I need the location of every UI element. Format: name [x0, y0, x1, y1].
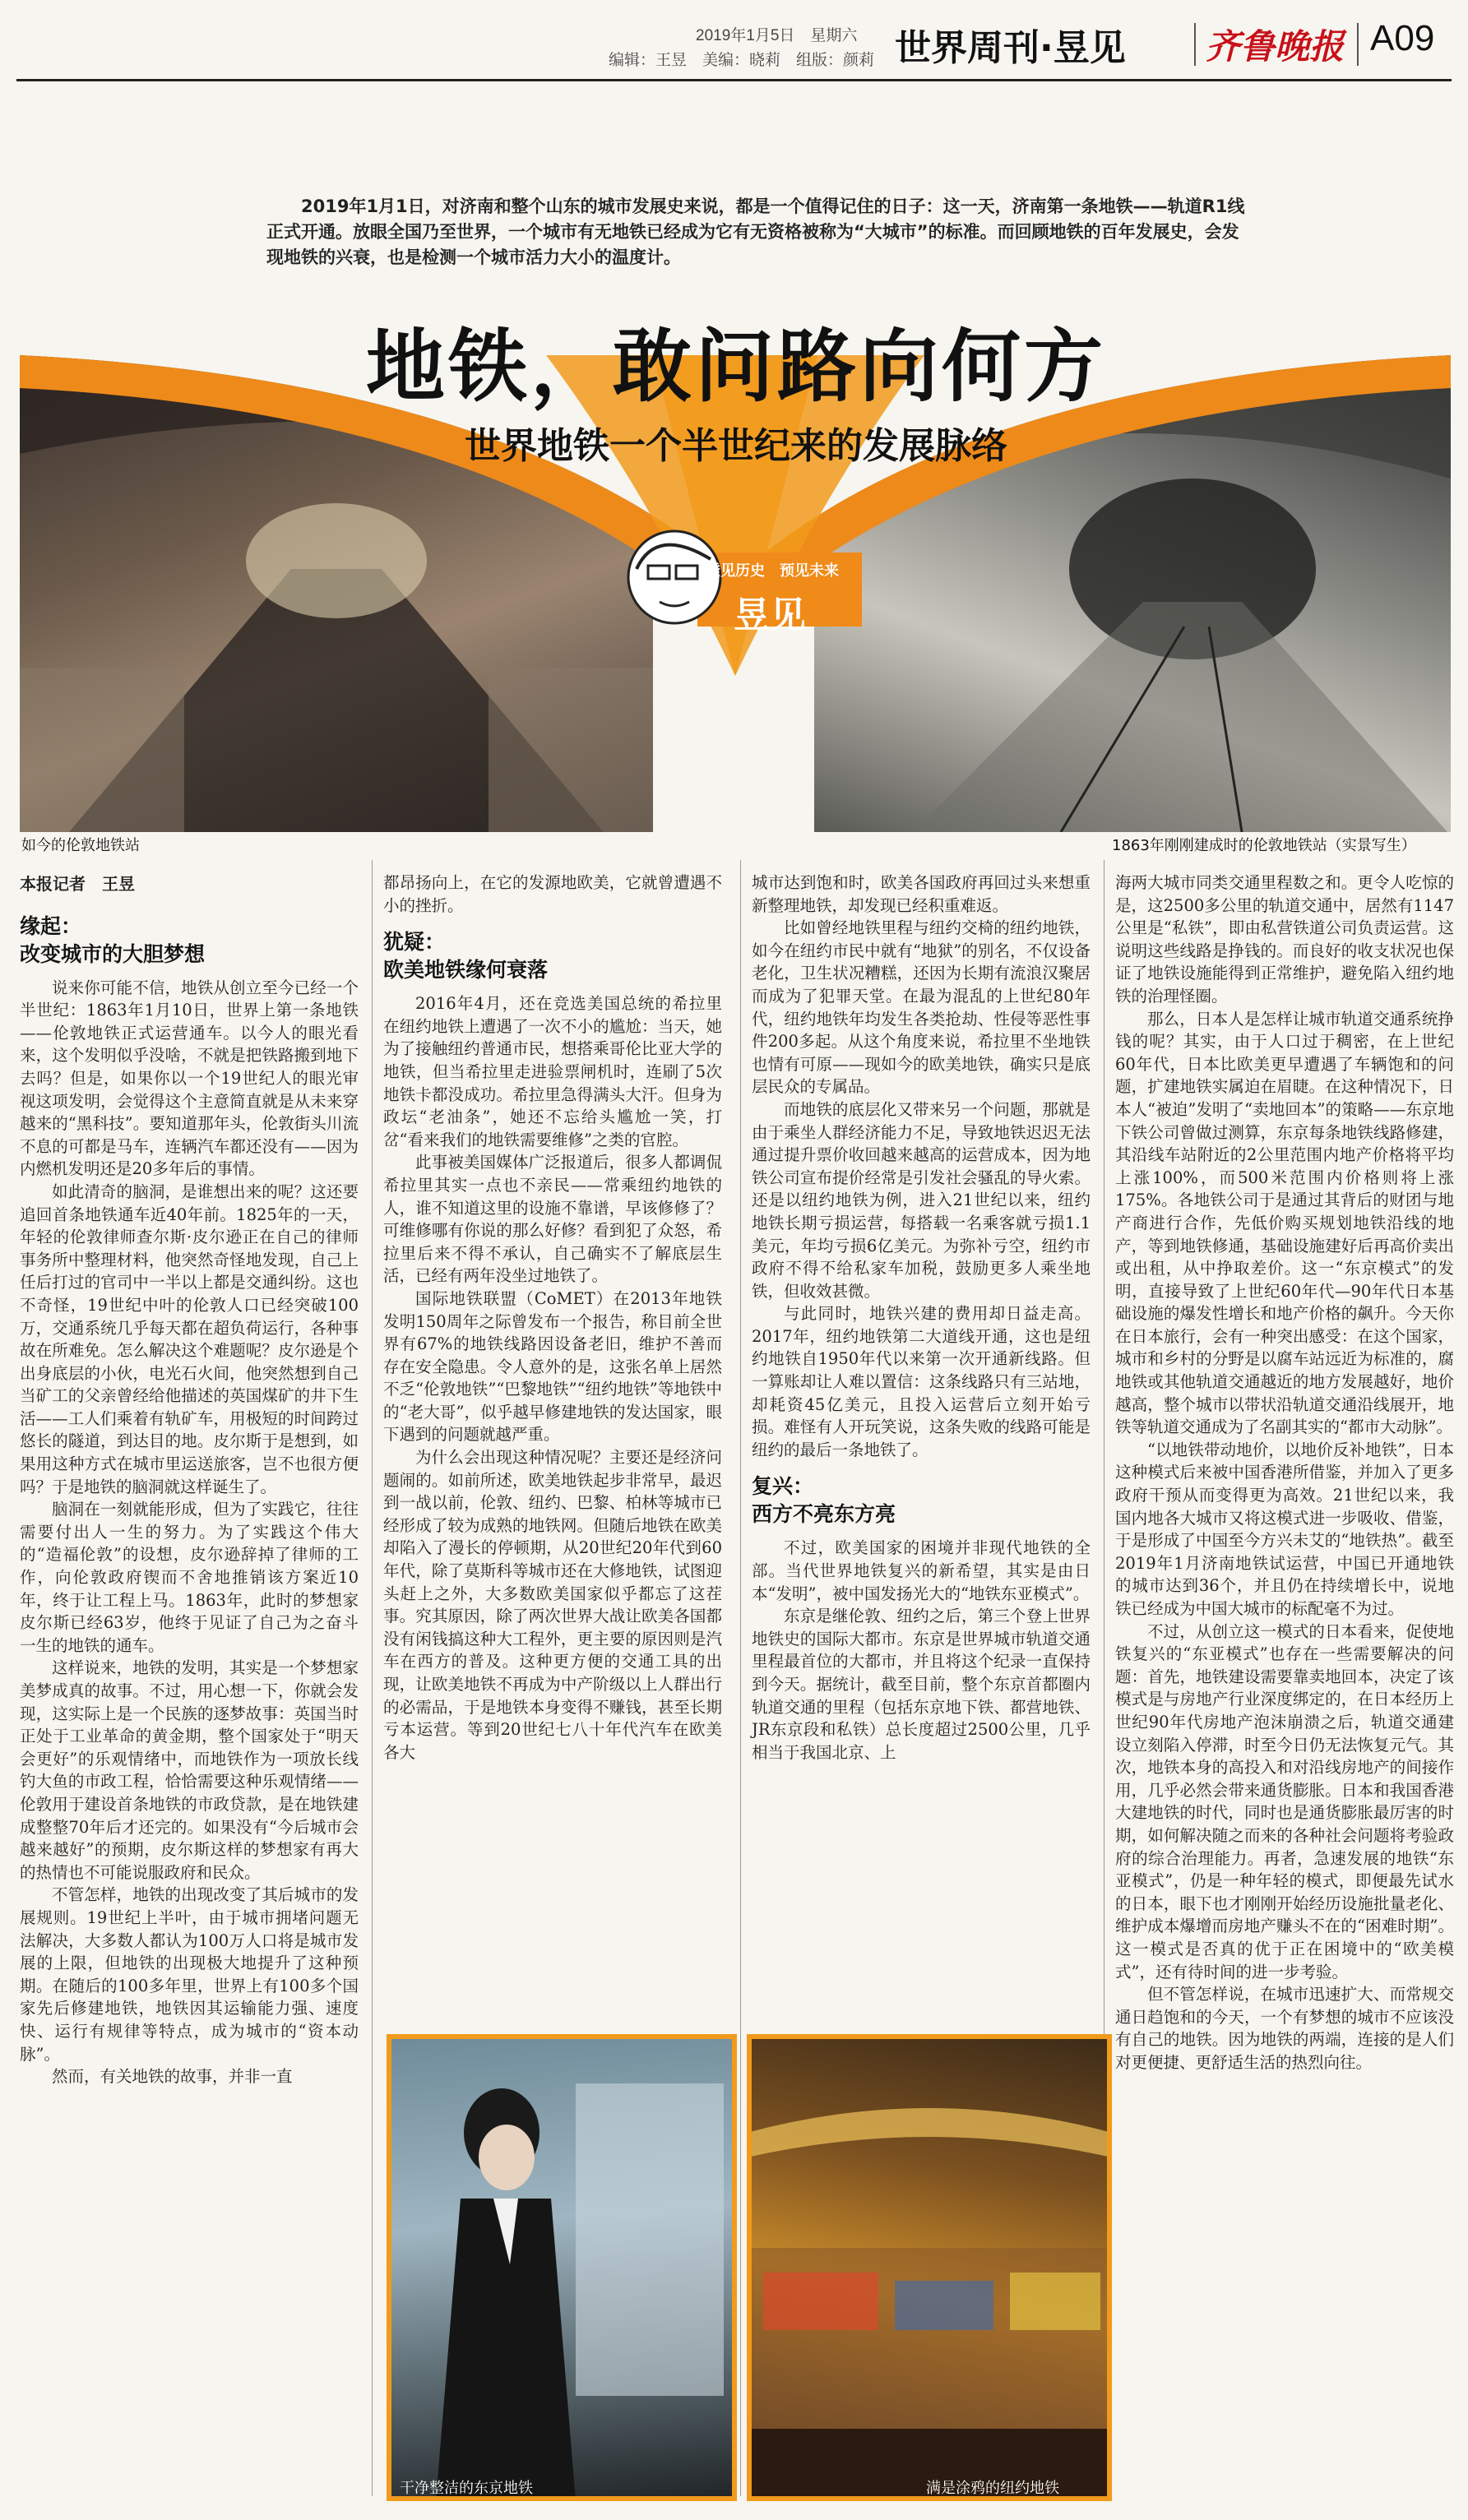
byline: 本报记者 王昱	[20, 874, 135, 894]
section-heading-title: 改变城市的大胆梦想	[20, 941, 206, 966]
paragraph: 不过，欧美国家的困境并非现代地铁的全部。当代世界地铁复兴的新希望，其实是由日本“发明”，被中国发扬光大的“地铁东亚模式”。	[752, 1538, 1091, 1603]
section-heading	[20, 913, 359, 969]
paragraph: 2016年4月，还在竞选美国总统的希拉里在纽约地铁上遭遇了一次不小的尴尬：当天，她为了接触纽约普通市民，想搭乘哥伦比亚大学的地铁，但当希拉里走进验票闸机时，连刷了5次地铁卡都没成功。希拉里急得满头大汗。但身为政坛“老油条”，她还不忘给头尴尬一笑，打岔“看来我们的地铁需要维修”之类的官腔。	[383, 994, 722, 1149]
paragraph: 东京是继伦敦、纽约之后，第三个登上世界地铁史的国际大都市。东京是世界城市轨道交通里程最首位的大都市，并且将这个纪录一直保持到今天。据统计，截至目前，整个东京首都圈内轨道交通的里程（包括东京地下铁、都营地铁、JR东京段和私铁）总长度超过2500公里，几乎相当于我国北京、上	[752, 1607, 1091, 1762]
section-heading-title: 西方不亮东方亮	[752, 1502, 896, 1527]
paragraph: 与此同时，地铁兴建的费用却日益走高。2017年，纽约地铁第二大道线开通，这也是纽约地铁自1950年代以来第一次开通新线路。但一算账却让人难以置信：这条线路只有三站地，却耗资45亿美元，且投入运营后立刻开始亏损。难怪有人开玩笑说，这条失败的线路可能是纽约的最后一条地铁了。	[752, 1304, 1091, 1459]
section-heading-label: 缘起：	[20, 913, 82, 938]
article-column-2	[383, 872, 722, 1764]
issue-date: 2019年1月5日 星期六	[696, 27, 858, 44]
photo-caption: 满是涂鸦的纽约地铁	[926, 2480, 1059, 2497]
paragraph: 海两大城市同类交通里程数之和。更令人吃惊的是，这2500多公里的轨道交通中，居然有1147公里是“私铁”，即由私营铁道公司负责运营。这说明这些线路是挣钱的。而良好的收支状况也保证了地铁设施能得到正常维护，避免陷入纽约地铁的治理怪圈。	[1115, 873, 1454, 1006]
masthead-divider	[1194, 23, 1196, 66]
section-heading-label: 复兴：	[752, 1474, 814, 1499]
article-column-4	[1115, 872, 1454, 2074]
paragraph: 此事被美国媒体广泛报道后，很多人都调侃希拉里其实一点也不亲民——常乘纽约地铁的人，谁不知道这里的设施不靠谱，早该修修了？可维修哪有你说的那么好修？看到犯了众怒，希拉里后来不得不承认，自己确实不了解底层生活，已经有两年没坐过地铁了。	[383, 1153, 722, 1286]
masthead-divider	[1357, 23, 1359, 66]
paragraph: 如此清奇的脑洞，是谁想出来的呢？这还要追回首条地铁通车近40年前。1825年的一天，年轻的伦敦律师查尔斯·皮尔逊正在自己的律师事务所中整理材料，他突然奇怪地发现，自己上任后打过的官司中一半以上都是交通纠纷。这也不奇怪，19世纪中叶的伦敦人口已经突破100万，交通系统几乎每天都在超负荷运行，各种事故在所难免。怎么解决这个难题呢？皮尔逊是个出身底层的小伙，电光石火间，他突然想到自己当矿工的父亲曾经给他描述的英国煤矿的井下生活——工人们乘着有轨矿车，用极短的时间跨过悠长的隧道，到达目的地。皮尔斯于是想到，如果用这种方式在城市里运送旅客，岂不也很方便吗？于是地铁的脑洞就这样诞生了。	[20, 1181, 359, 1496]
paragraph: 脑洞在一刻就能形成，但为了实践它，往往需要付出人一生的努力。为了实践这个伟大的“造福伦敦”的设想，皮尔逊辞掉了律师的工作，向伦敦政府锲而不舍地推销该方案近10年，终于让工程上马。1863年，此时的梦想家皮尔斯已经63岁，他终于见证了自己为之奋斗一生的地铁的通车。	[20, 1500, 359, 1655]
page-number: A09	[1370, 18, 1435, 58]
paragraph: 说来你可能不信，地铁从创立至今已经一个半世纪：1863年1月10日，世界上第一条地铁——伦敦地铁正式运营通车。以今人的眼光看来，这个发明似乎没啥，不就是把铁路搬到地下去吗？但是，如果你以一个19世纪人的眼光审视这项发明，会觉得这个主意简直就是从未来穿越来的“黑科技”。要知道那年头，伦敦街头川流不息的可都是马车，连辆汽车都还没有——因为内燃机发明还是20多年后的事情。	[20, 978, 359, 1179]
paragraph: 而地铁的底层化又带来另一个问题，那就是由于乘坐人群经济能力不足，导致地铁迟迟无法通过提升票价收回越来越高的运营成本，因为地铁公司宣布提价经常是引发社会骚乱的导火索。还是以纽约地铁为例，进入21世纪以来，纽约地铁长期亏损运营，每搭载一名乘客就亏损1.1美元，年均亏损6亿美元。为弥补亏空，纽约市政府不得不给私家车加税，鼓励更多人乘坐地铁，但收效甚微。	[752, 1099, 1091, 1301]
photo-caption: 干净整洁的东京地铁	[400, 2480, 533, 2497]
article-column-1	[20, 872, 359, 2088]
paragraph: 那么，日本人是怎样让城市轨道交通系统挣钱的呢？其实，由于人口过于稠密，在上世纪60年代，日本比欧美更早遭遇了车辆饱和的问题，扩建地铁实属迫在眉睫。在这种情况下，日本人“被迫”发明了“卖地回本”的策略——东京地下铁公司曾做过测算，东京每条地铁线路修建，其沿线车站附近的2公里范围内地产价格将平均上涨100%，而500米范围内价格则将上涨175%。各地铁公司于是通过其背后的财团与地产商进行合作，先低价购买规划地铁沿线的地产，等到地铁修通，基础设施建好后再高价卖出或出租，从中挣取差价。这一“东京模式”的发明，直接导致了上世纪60年代—90年代日本基础设施的爆发性增长和地产价格的飙升。今天你在日本旅行，会有一种突出感受：在这个国家，城市和乡村的分野是以腐车站远近为标准的，腐地铁或其他轨道交通越近的地方发展越好，地价越高，整个城市以带状沿轨道交通沿线展开，地铁等轨道交通成为了名副其实的“都市大动脉”。	[1115, 1009, 1454, 1437]
column-name: 昱见	[734, 594, 806, 636]
paragraph: 国际地铁联盟（CoMET）在2013年地铁发明150周年之际曾发布一个报告，称目前全世界有67%的地铁线路因设备老旧，维护不善而存在安全隐患。令人意外的是，这张名单上居然不乏“伦敦地铁”“巴黎地铁”“纽约地铁”等地铁中的“老大哥”，似乎越早修建地铁的发达国家，眼下遇到的问题就越严重。	[383, 1288, 722, 1445]
paragraph: 然而，有关地铁的故事，并非一直	[52, 2067, 293, 2087]
paragraph: 不管怎样，地铁的出现改变了其后城市的发展规则。19世纪上半叶，由于城市拥堵问题无法解决，大多数人都认为100万人口将是城市发展的上限，但地铁的出现极大地提升了这种预期。在随后的100多年里，世界上有100多个国家先后修建地铁，地铁因其运输能力强、速度快、运行有规律等特点，成为城市的“资本动脉”。	[20, 1885, 359, 2064]
paragraph: 不过，从创立这一模式的日本看来，促使地铁复兴的“东亚模式”也存在一些需要解决的问题：首先，地铁建设需要靠卖地回本，决定了该模式是与房地产行业深度绑定的，在日本经历上世纪90年代房地产泡沫崩溃之后，轨道交通建设立刻陷入停滞，时至今日仍无法恢复元气。其次，地铁本身的高投入和对沿线房地产的间接作用，几乎必然会带来通货膨胀。日本和我国香港大建地铁的时代，同时也是通货膨胀最厉害的时期，如何解决随之而来的各种社会问题将考验政府的综合治理能力。再者，急速发展的地铁“东亚模式”，仍是一种年轻的模式，即便最先试水的日本，眼下也才刚刚开始经历设施批量老化、维护成本爆增而房地产赚头不在的“困难时期”。这一模式是否真的优于正在困境中的“欧美模式”，还有待时间的进一步考验。	[1115, 1621, 1454, 1981]
section-title: 世界周刊·昱见	[895, 27, 1126, 69]
subheadline: 世界地铁一个半世纪来的发展脉络	[465, 425, 1007, 467]
photo-caption: 如今的伦敦地铁站	[21, 837, 140, 854]
paragraph: 但不管怎样说，在城市迅速扩大、而常规交通日趋饱和的今天，一个有梦想的城市不应该没有自己的地铁。因为地铁的两端，连接的是人们对更便捷、更舒适生活的热烈向往。	[1115, 1985, 1454, 2072]
newspaper-logo: 齐鲁晚报	[1206, 26, 1345, 67]
section-heading-title: 欧美地铁缘何衰落	[383, 958, 549, 983]
article-column-3	[752, 872, 1091, 1764]
photo-frame	[747, 2034, 1112, 2501]
masthead	[0, 0, 1468, 82]
paragraph: 都昂扬向上，在它的发源地欧美，它就曾遭遇不小的挫折。	[383, 873, 722, 915]
paragraph: 为什么会出现这种情况呢？主要还是经济问题闹的。如前所述，欧美地铁起步非常早，最迟到一战以前，伦敦、纽约、巴黎、柏林等城市已经形成了较为成熟的地铁网。但随后地铁在欧美却陷入了漫长的停顿期，从20世纪20年代到60年代，除了莫斯科等城市还在大修地铁，试图迎头赶上之外，大多数欧美国家似乎都忘了这茬事。究其原因，除了两次世界大战让欧美各国都没有闲钱搞这种大工程外，更主要的原因则是汽车在西方的普及。这种更方便的交通工具的出现，让欧美地铁不再成为中产阶级以上人群出行的必需品，于是地铁本身变得不赚钱，甚至长期亏本运营。等到20世纪七八十年代汽车在欧美各大	[383, 1448, 722, 1762]
masthead-rule	[16, 79, 1452, 81]
section-heading-label: 犹疑：	[383, 930, 446, 955]
paragraph: 这样说来，地铁的发明，其实是一个梦想家美梦成真的故事。不过，用心想一下，你就会发现，这实际上是一个民族的逐梦故事：英国当时正处于工业革命的黄金期，整个国家处于“明天会更好”的乐观情绪中，而地铁作为一项放长线钓大鱼的市政工程，恰恰需要这种乐观情绪——伦敦用于建设首条地铁的市政贷款，是在地铁建成整整70年后才还完的。如果没有“今后城市会越来越好”的预期，皮尔斯这样的梦想家有再大的热情也不可能说服政府和民众。	[20, 1658, 359, 1882]
section-heading	[752, 1473, 1091, 1528]
paragraph: 比如曾经地铁里程与纽约交椅的纽约地铁，如今在纽约市民中就有“地狱”的别名，不仅设备老化，卫生状况糟糕，还因为长期有流浪汉聚居而成为了犯罪天堂。在最为混乱的上世纪80年代，纽约地铁年均发生各类抢劫、性侵等恶性事件200多起。从这个角度来说，希拉里不坐地铁也情有可原——现如今的欧美地铁，确实只是底层民众的专属品。	[752, 918, 1091, 1097]
column-tagline: 透见历史 预见未来	[706, 562, 839, 580]
intro-paragraph: 2019年1月1日，对济南和整个山东的城市发展史来说，都是一个值得记住的日子：这一天，济南第一条地铁——轨道R1线正式开通。放眼全国乃至世界，一个城市有无地铁已经成为它有无资格被称为“大城市”的标准。而回顾地铁的百年发展史，会发现地铁的兴衰，也是检测一个城市活力大小的温度计。	[266, 197, 1245, 267]
photo-caption: 1863年刚刚建成时的伦敦地铁站（实景写生）	[1112, 837, 1416, 854]
editor-credits: 编辑：王昱 美编：晓莉 组版：颜莉	[609, 52, 875, 69]
column-divider	[372, 860, 373, 2496]
photo-frame	[387, 2034, 737, 2501]
paragraph: 城市达到饱和时，欧美各国政府再回过头来想重新整理地铁，却发现已经积重难返。	[752, 873, 1091, 915]
paragraph: “以地铁带动地价，以地价反补地铁”，日本这种模式后来被中国香港所借鉴，并加入了更多政府干预从而变得更为高效。21世纪以来，我国内地各大城市又将这模式进一步吸收、借鉴，于是形成了中国至今方兴未艾的“地铁热”。截至2019年1月济南地铁试运营，中国已开通地铁的城市达到36个，并且仍在持续增长中，说地铁已经成为中国大城市的标配毫不为过。	[1115, 1440, 1454, 1618]
headline: 地铁，敢问路向何方	[366, 321, 1106, 413]
column-divider	[740, 860, 741, 2496]
section-heading	[383, 928, 722, 984]
